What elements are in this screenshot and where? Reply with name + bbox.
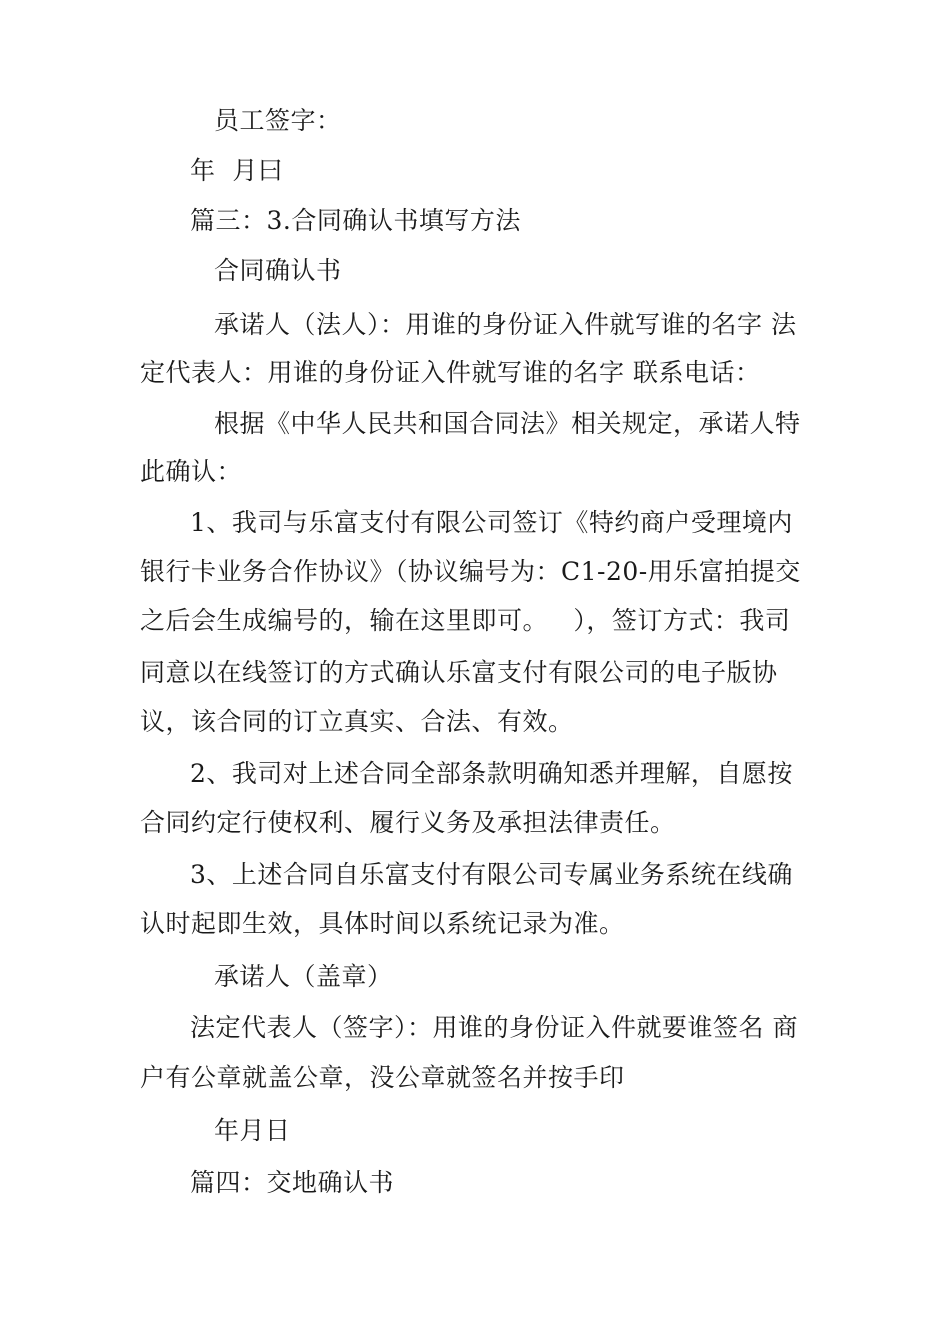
paragraph-line: 定代表人：用谁的身份证入件就写谁的名字 联系电话：	[140, 358, 761, 387]
section-heading: 篇四：交地确认书	[190, 1168, 395, 1197]
section-heading: 篇三：3.合同确认书填写方法	[190, 206, 521, 235]
date-line: 年月日	[214, 1116, 291, 1145]
paragraph-line: 之后会生成编号的，输在这里即可。 ），签订方式：我司	[140, 606, 791, 635]
paragraph-line: 此确认：	[140, 457, 243, 486]
paragraph-line: 3、上述合同自乐富支付有限公司专属业务系统在线确	[190, 860, 793, 889]
document-title: 合同确认书	[214, 256, 342, 285]
employee-signature-line: 员工签字：	[214, 106, 342, 135]
paragraph-line: 1、我司与乐富支付有限公司签订《特约商户受理境内	[190, 508, 793, 537]
date-line: 年 月曰	[190, 156, 284, 185]
paragraph-line: 议，该合同的订立真实、合法、有效。	[140, 707, 574, 736]
paragraph-line: 认时起即生效，具体时间以系统记录为准。	[140, 909, 625, 938]
paragraph-line: 根据《中华人民共和国合同法》相关规定，承诺人特	[214, 409, 801, 438]
seal-label: 承诺人（盖章）	[214, 962, 393, 991]
paragraph-line: 银行卡业务合作协议》（协议编号为：C1-20-用乐富拍提交	[140, 557, 801, 586]
paragraph-line: 同意以在线签订的方式确认乐富支付有限公司的电子版协	[140, 658, 778, 687]
paragraph-line: 户有公章就盖公章，没公章就签名并按手印	[140, 1063, 625, 1092]
paragraph-line: 合同约定行使权利、履行义务及承担法律责任。	[140, 808, 676, 837]
paragraph-line: 法定代表人（签字）：用谁的身份证入件就要谁签名 商	[190, 1013, 798, 1042]
paragraph-line: 承诺人（法人）：用谁的身份证入件就写谁的名字 法	[214, 310, 797, 339]
paragraph-line: 2、我司对上述合同全部条款明确知悉并理解，自愿按	[190, 759, 793, 788]
